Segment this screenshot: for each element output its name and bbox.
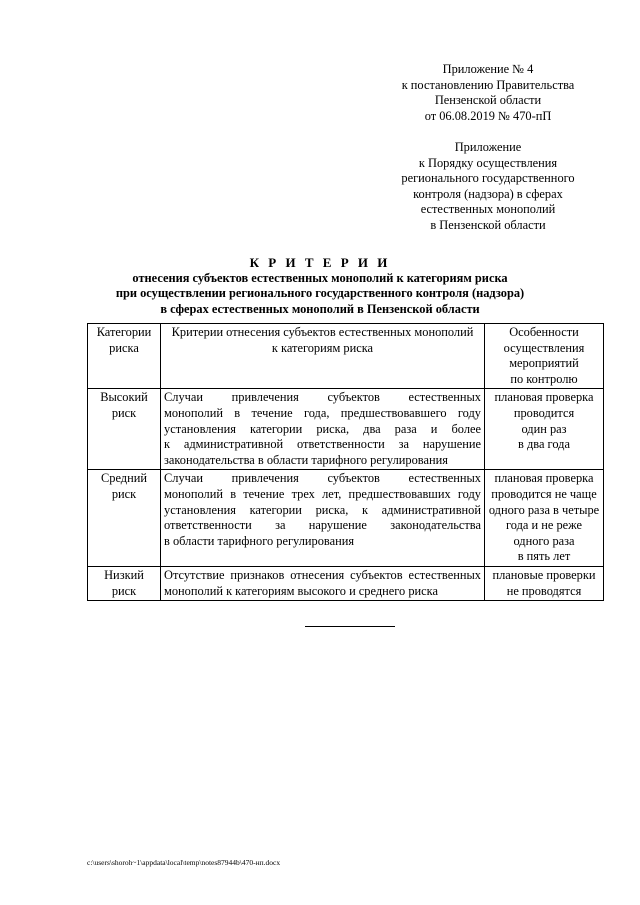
cell-category: [88, 566, 161, 600]
cell-text: в пять лет: [517, 549, 571, 564]
cell-text: в два года: [518, 437, 570, 452]
cell-criteria: [161, 566, 485, 600]
header-text: к категориям риска: [271, 340, 374, 355]
table-header-row: [88, 324, 604, 389]
cell-text: монополий к категориям высокого и среднего риска: [164, 583, 438, 598]
cell-text: одного раза в четыре: [488, 502, 600, 517]
cell-text: плановые проверки: [492, 567, 596, 582]
appendix-main-line: Пензенской области: [434, 93, 542, 107]
cell-text: в области тарифного регулирования: [164, 533, 355, 548]
cell-text: Низкий: [104, 567, 144, 582]
cell-text: риск: [111, 405, 137, 420]
appendix-sub-line: к Порядку осуществления: [418, 155, 558, 170]
cell-text: одного раза: [513, 533, 575, 548]
cell-text: законодательства в области тарифного регулирования: [164, 452, 448, 467]
closing-divider: [305, 626, 395, 627]
cell-features: [485, 389, 604, 470]
cell-text: проводится: [513, 405, 575, 420]
cell-text: монополий в течение трех лет, предшествовавших году: [164, 486, 481, 501]
footer-file-path: c:\users\shoroh~1\appdata\local\temp\notes87944b\470-нп.docx: [87, 858, 281, 867]
cell-category: [88, 389, 161, 470]
cell-text: установления категории риска, два раза и более: [164, 421, 481, 436]
cell-category: [88, 470, 161, 567]
header-text: осуществления: [503, 340, 585, 355]
cell-text: Средний: [101, 471, 147, 486]
cell-text: риск: [111, 583, 137, 598]
cell-text: года и не реже: [505, 518, 583, 533]
cell-criteria: [161, 470, 485, 567]
cell-text: ответственности за нарушение законодательства: [164, 518, 481, 533]
cell-text: один раз: [521, 421, 567, 436]
cell-text: к административной ответственности за нарушение: [164, 437, 481, 452]
title-line: отнесения субъектов естественных монополий к категориям риска: [132, 270, 508, 285]
header-criteria: [161, 324, 485, 389]
appendix-sub-line: в Пензенской области: [430, 217, 546, 232]
header-text: по контролю: [510, 371, 578, 386]
header-text: мероприятий: [509, 356, 579, 371]
cell-text: плановая проверка: [494, 471, 594, 486]
cell-text: проводится не чаще: [491, 486, 597, 501]
header-text: Особенности: [509, 325, 579, 339]
title-main: К Р И Т Е Р И И: [249, 255, 391, 270]
cell-text: Случаи привлечения субъектов естественных: [164, 471, 481, 486]
cell-text: установления категории риска, к административной: [164, 502, 481, 517]
header-text: Категории: [96, 325, 152, 339]
cell-criteria: [161, 389, 485, 470]
appendix-main-line: от 06.08.2019 № 470-пП: [424, 108, 552, 123]
cell-text: Высокий: [100, 390, 148, 405]
criteria-table: [87, 323, 604, 601]
table-row-high-risk: [88, 389, 604, 470]
table-row-low-risk: [88, 566, 604, 600]
cell-text: риск: [111, 486, 137, 501]
appendix-sub-line: контроля (надзора) в сферах: [413, 186, 563, 201]
cell-features: [485, 470, 604, 567]
header-features: [485, 324, 604, 389]
appendix-sub-line: Приложение: [454, 140, 522, 154]
title-line: в сферах естественных монополий в Пензенской области: [160, 301, 480, 316]
header-text: Критерии отнесения субъектов естественных монополий: [171, 325, 474, 339]
cell-text: Отсутствие признаков отнесения субъектов естественных: [164, 567, 481, 582]
document-title: [60, 255, 580, 317]
appendix-sub-header: [380, 140, 596, 233]
appendix-main-line: Приложение № 4: [442, 62, 534, 76]
cell-text: монополий в течение года, предшествовавшего году: [164, 405, 481, 420]
appendix-sub-line: регионального государственного: [401, 171, 575, 185]
header-category: [88, 324, 161, 389]
cell-text: не проводятся: [506, 583, 582, 598]
title-line: при осуществлении регионального государственного контроля (надзора): [115, 286, 525, 301]
appendix-main-header: [380, 62, 596, 124]
appendix-main-line: к постановлению Правительства: [401, 77, 575, 92]
header-text: риска: [109, 340, 139, 355]
appendix-sub-line: естественных монополий: [420, 202, 556, 216]
cell-text: плановая проверка: [494, 390, 594, 405]
cell-features: [485, 566, 604, 600]
cell-text: Случаи привлечения субъектов естественных: [164, 390, 481, 405]
table-row-medium-risk: [88, 470, 604, 567]
